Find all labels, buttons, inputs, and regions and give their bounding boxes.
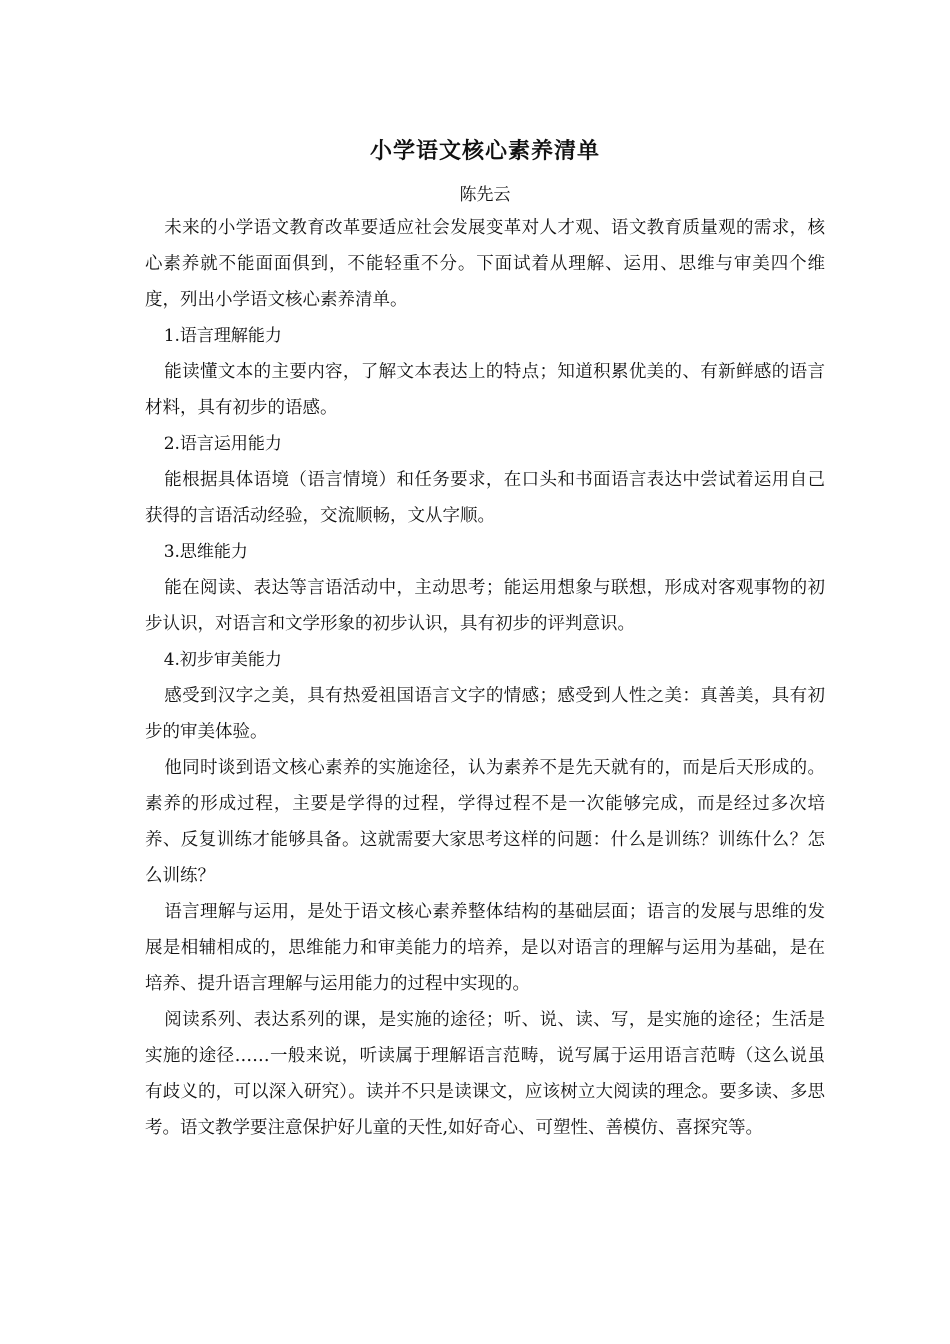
section-heading-thinking: 3.思维能力 (163, 542, 248, 562)
document-body (145, 134, 825, 1146)
intro-paragraph: 未来的小学语文教育改革要适应社会发展变革对人才观、语文教育质量观的需求，核心素养就不能面面俱到，不能轻重不分。下面试着从理解、运用、思维与审美四个维度，列出小学语文核心素养清单。 (145, 218, 825, 310)
section-body-language-use: 能根据具体语境（语言情境）和任务要求，在口头和书面语言表达中尝试着运用自己获得的言语活动经验，交流顺畅，文从字顺。 (145, 470, 825, 526)
document-title: 小学语文核心素养清单 (369, 139, 600, 164)
document-author: 陈先云 (459, 185, 511, 205)
section-heading-language-understanding: 1.语言理解能力 (163, 326, 282, 346)
closing-paragraph-implementation: 他同时谈到语文核心素养的实施途径，认为素养不是先天就有的，而是后天形成的。素养的形成过程，主要是学得的过程，学得过程不是一次能够完成，而是经过多次培养、反复训练才能够具备。这就需要大家思考这样的问题：什么是训练？训练什么？怎么训练？ (145, 758, 825, 886)
section-body-thinking: 能在阅读、表达等言语活动中，主动思考；能运用想象与联想，形成对客观事物的初步认识，对语言和文学形象的初步认识，具有初步的评判意识。 (145, 578, 825, 634)
section-heading-language-use: 2.语言运用能力 (163, 434, 282, 454)
section-body-language-understanding: 能读懂文本的主要内容，了解文本表达上的特点；知道积累优美的、有新鲜感的语言材料，具有初步的语感。 (145, 362, 825, 418)
closing-paragraph-reading: 阅读系列、表达系列的课，是实施的途径；听、说、读、写，是实施的途径；生活是实施的途径……一般来说，听读属于理解语言范畴，说写属于运用语言范畴（这么说虽有歧义的，可以深入研究）。读并不只是读课文，应该树立大阅读的理念。要多读、多思考。语文教学要注意保护好儿童的天性,如好奇心、可塑性、善模仿、喜探究等。 (145, 1010, 825, 1138)
section-heading-aesthetics: 4.初步审美能力 (163, 650, 282, 670)
section-body-aesthetics: 感受到汉字之美，具有热爱祖国语言文字的情感；感受到人性之美：真善美，具有初步的审美体验。 (145, 686, 825, 742)
closing-paragraph-foundation: 语言理解与运用，是处于语文核心素养整体结构的基础层面；语言的发展与思维的发展是相辅相成的，思维能力和审美能力的培养，是以对语言的理解与运用为基础，是在培养、提升语言理解与运用能力的过程中实现的。 (145, 902, 825, 994)
